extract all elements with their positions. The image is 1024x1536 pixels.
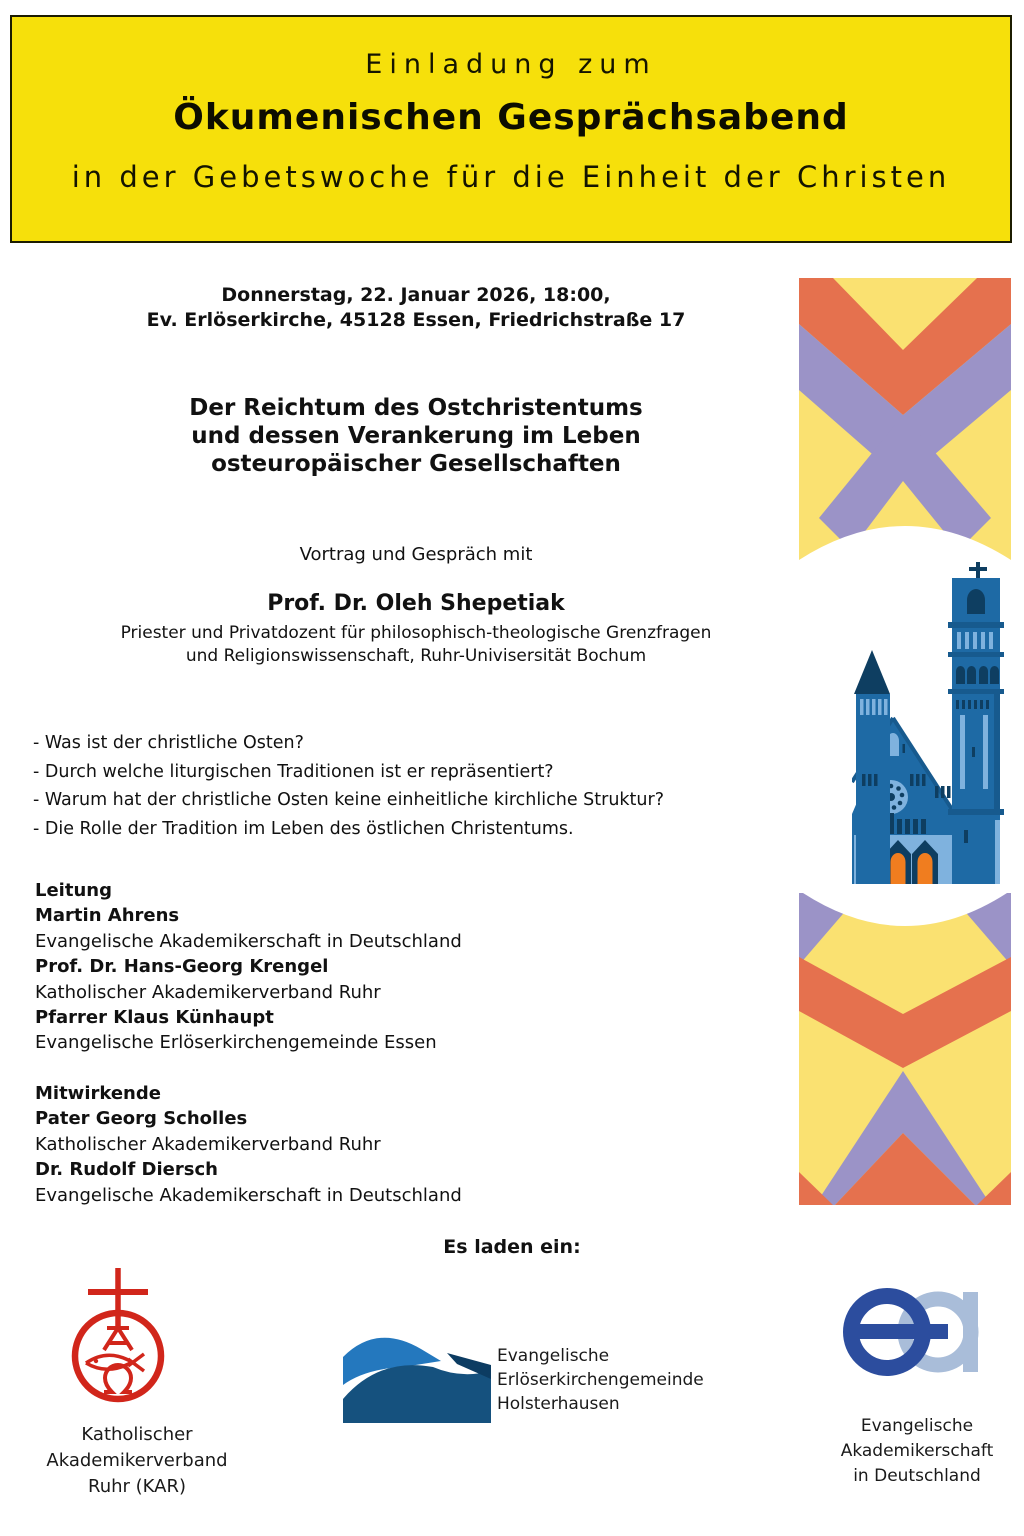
- ea-logo: [843, 1274, 983, 1386]
- question-item: - Durch welche liturgischen Traditionen ist er repräsentiert?: [33, 761, 554, 782]
- question-item: - Die Rolle der Tradition im Leben des östlichen Christentums.: [33, 818, 574, 839]
- header-line-1: Einladung zum: [365, 49, 657, 80]
- cross-icon: [969, 562, 987, 579]
- church-illustration: [852, 562, 1008, 884]
- section-heading: Leitung: [35, 880, 112, 901]
- invite-heading: Es laden ein:: [443, 1236, 581, 1258]
- event-location: Ev. Erlöserkirche, 45128 Essen, Friedrichstraße 17: [146, 309, 686, 331]
- speaker-description: [30, 622, 802, 668]
- event-date-location: [30, 283, 802, 333]
- kar-alpha-glyph: [104, 1328, 132, 1350]
- bell-tower: [948, 562, 1004, 884]
- lecture-title-line-3: osteuropäischer Gesellschaften: [211, 451, 621, 477]
- question-item: - Was ist der christliche Osten?: [33, 733, 304, 753]
- kar-label: Katholischer Akademikerverband Ruhr (KAR): [46, 1424, 228, 1497]
- mitwirkende-section: [35, 1081, 635, 1208]
- gemeinde-logo: [343, 1323, 491, 1423]
- person-org: Evangelische Akademikerschaft in Deutschland: [35, 930, 462, 952]
- lecture-intro: Vortrag und Gespräch mit: [299, 544, 533, 565]
- gemeinde-label: Evangelische Erlöserkirchengemeinde Holsterhausen: [497, 1346, 704, 1414]
- question-item: - Warum hat der christliche Osten keine einheitliche kirchliche Struktur?: [33, 790, 664, 810]
- header-line-3: in der Gebetswoche für die Einheit der Christen: [71, 160, 951, 194]
- event-date: Donnerstag, 22. Januar 2026, 18:00,: [221, 284, 611, 306]
- leitung-section: [35, 878, 635, 1056]
- speaker-description-line-2: und Religionswissenschaft, Ruhr-Univisersität Bochum: [185, 646, 647, 666]
- ea-label: Evangelische Akademikerschaft in Deutschland: [840, 1416, 994, 1486]
- lecture-title-line-2: und dessen Verankerung im Leben: [191, 423, 641, 449]
- section-heading: Mitwirkende: [35, 1083, 161, 1104]
- person-name: Pfarrer Klaus Künhaupt: [35, 1007, 274, 1029]
- person-name: Pater Georg Scholles: [35, 1108, 248, 1130]
- left-tower: [854, 650, 890, 884]
- header-line-2: Ökumenischen Gesprächsabend: [173, 97, 849, 138]
- person-name: Dr. Rudolf Diersch: [35, 1159, 218, 1181]
- lecture-title-line-1: Der Reichtum des Ostchristentums: [189, 395, 643, 421]
- question-list: [33, 729, 813, 843]
- deco-bottom-chevron-pattern: [799, 893, 1011, 1205]
- lecture-title: [30, 394, 802, 478]
- person-org: Katholischer Akademikerverband Ruhr: [35, 981, 381, 1003]
- header-banner: [10, 15, 1012, 243]
- person-org: Katholischer Akademikerverband Ruhr: [35, 1133, 381, 1155]
- kar-logo: [66, 1266, 170, 1406]
- person-name: Martin Ahrens: [35, 905, 180, 927]
- deco-top-chevron-pattern: [799, 278, 1011, 560]
- person-name: Prof. Dr. Hans-Georg Krengel: [35, 956, 329, 978]
- person-org: Evangelische Erlöserkirchengemeinde Essen: [35, 1032, 437, 1054]
- speaker-description-line-1: Priester und Privatdozent für philosophisch-theologische Grenzfragen: [120, 623, 712, 643]
- speaker-name: Prof. Dr. Oleh Shepetiak: [267, 591, 565, 616]
- person-org: Evangelische Akademikerschaft in Deutschland: [35, 1184, 462, 1206]
